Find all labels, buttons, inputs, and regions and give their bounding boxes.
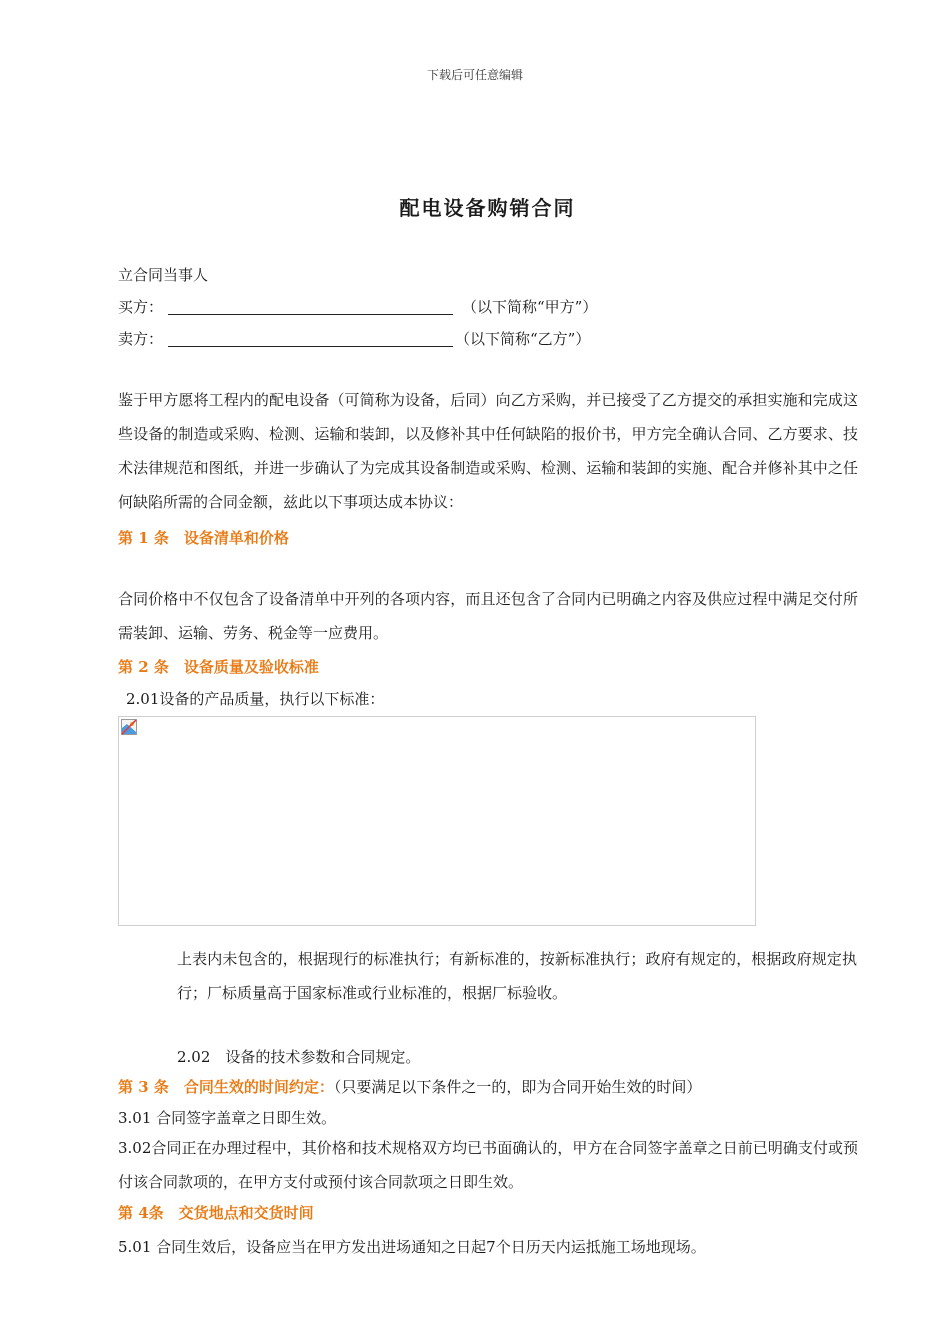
buyer-blank-line <box>168 314 453 315</box>
buyer-note: （以下简称“甲方”） <box>462 298 598 316</box>
article-3-item-2: 3.02合同正在办理过程中，其价格和技术规格双方均已书面确认的，甲方在合同签字盖章之日前已明确支付或预付该合同款项的，在甲方支付或预付该合同款项之日即生效。 <box>118 1139 858 1191</box>
article-1-body: 合同价格中不仅包含了设备清单中开列的各项内容，而且还包含了合同内已明确之内容及供应过程中满足交付所需装卸、运输、劳务、税金等一应费用。 <box>118 590 858 642</box>
broken-image-icon <box>121 719 137 735</box>
document-title: 配电设备购销合同 <box>399 196 576 220</box>
seller-label: 卖方： <box>118 330 164 348</box>
article-4-item-1: 5.01 合同生效后，设备应当在甲方发出进场通知之日起7个日历天内运抵施工场地现场。 <box>118 1238 706 1256</box>
article-3-item-1: 3.01 合同签字盖章之日即生效。 <box>118 1109 337 1127</box>
article-3-heading-line <box>118 1076 701 1097</box>
article-2-item-2: 2.02 设备的技术参数和合同规定。 <box>177 1048 421 1066</box>
page-header: 下载后可任意编辑 <box>426 68 523 82</box>
parties-heading: 立合同当事人 <box>118 266 209 284</box>
seller-note: （以下简称“乙方”） <box>455 330 591 348</box>
article-4-heading: 第 4条 交货地点和交货时间 <box>118 1204 314 1222</box>
article-2-heading: 第 2 条 设备质量及验收标准 <box>118 658 319 676</box>
article-2-item-1: 2.01设备的产品质量，执行以下标准： <box>126 690 385 708</box>
preamble-paragraph: 鉴于甲方愿将工程内的配电设备（可简称为设备，后同）向乙方采购，并已接受了乙方提交的承担实施和完成这些设备的制造或采购、检测、运输和装卸，以及修补其中任何缺陷的报价书，甲方完全确认合同、乙方要求、技术法律规范和图纸，并进一步确认了为完成其设备制造或采购、检测、运输和装卸的实施、配合并修补其中之任何缺陷所需的合同金额，兹此以下事项达成本协议： <box>118 391 858 511</box>
article-3-heading: 第 3 条 合同生效的时间约定： <box>118 1078 334 1096</box>
buyer-label: 买方： <box>118 298 164 316</box>
article-2-note: 上表内未包含的，根据现行的标准执行；有新标准的，按新标准执行；政府有规定的，根据政府规定执行；厂标质量高于国家标准或行业标准的，根据厂标验收。 <box>177 950 857 1002</box>
standards-table-image <box>118 716 756 926</box>
seller-blank-line <box>168 346 453 347</box>
article-1-heading: 第 1 条 设备清单和价格 <box>118 529 289 547</box>
article-3-heading-note: （只要满足以下条件之一的，即为合同开始生效的时间） <box>333 1078 702 1096</box>
